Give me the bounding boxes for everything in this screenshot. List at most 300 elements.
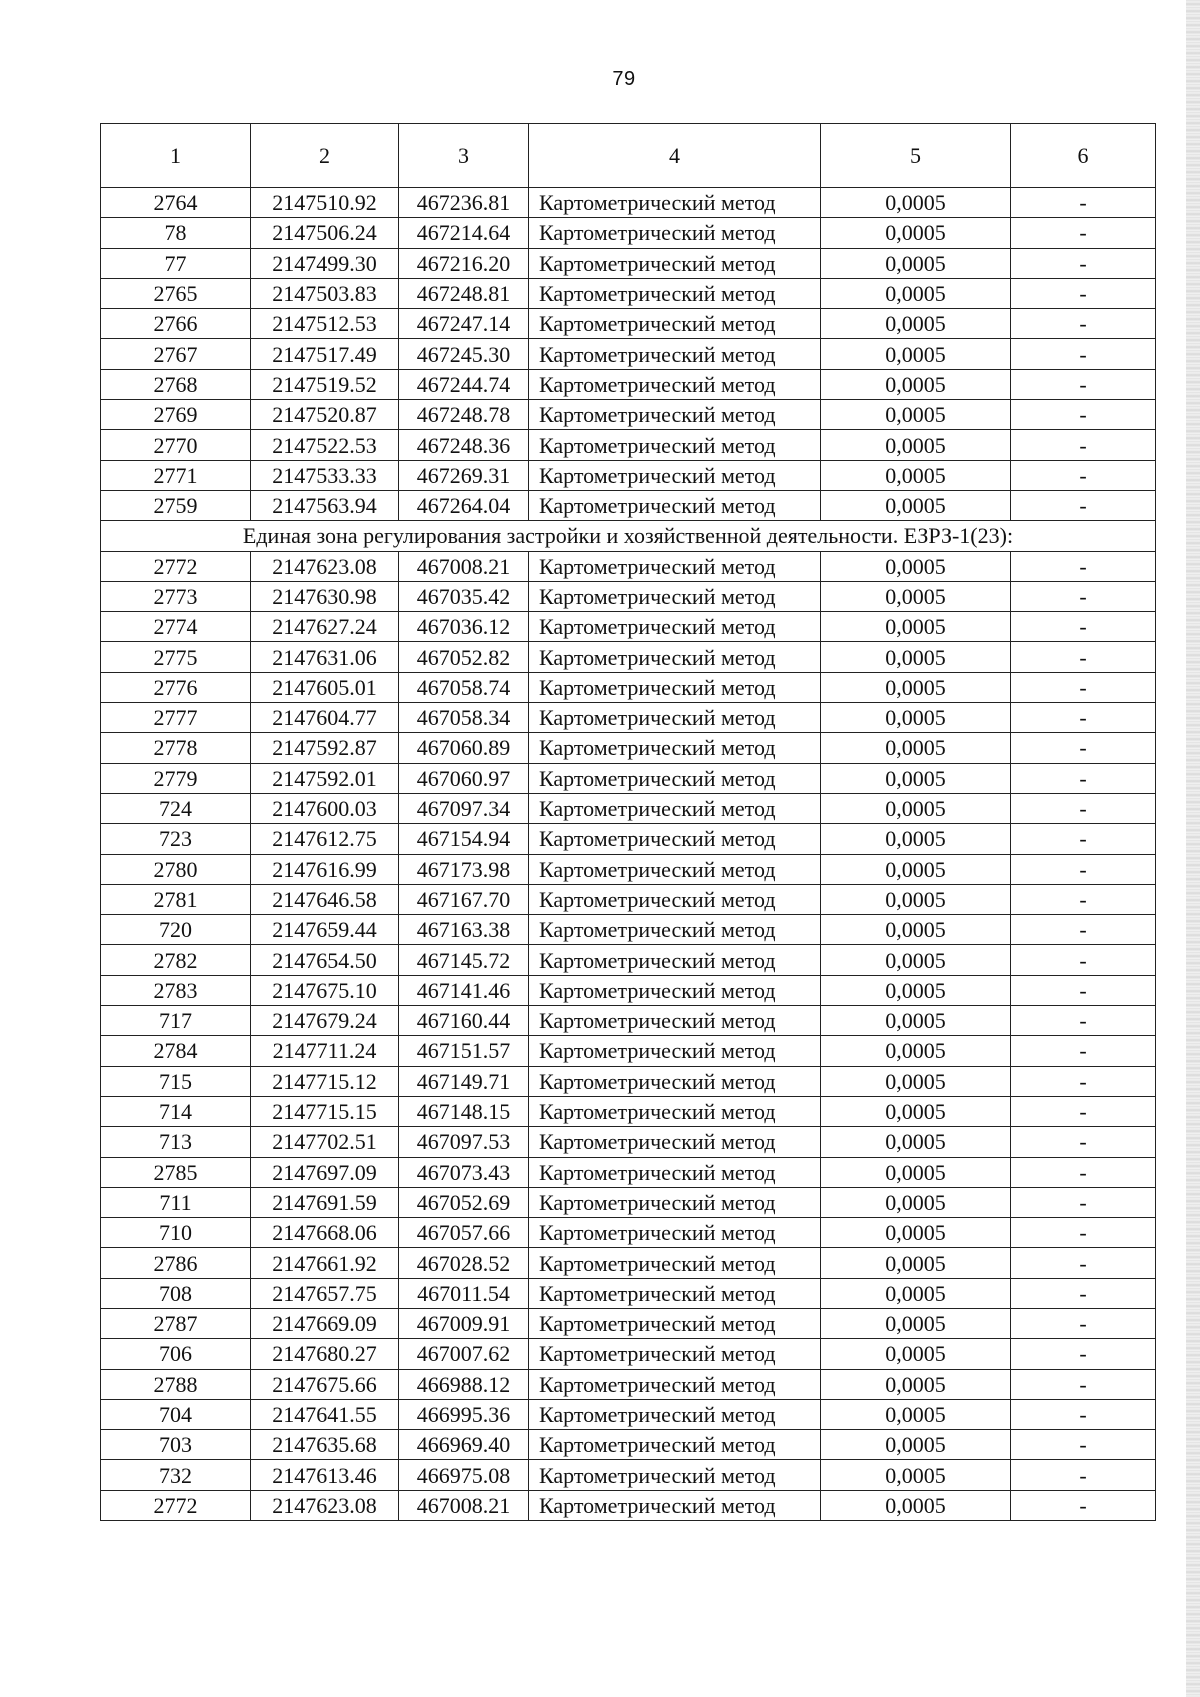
cell-coord-y: 466969.40 <box>399 1430 529 1460</box>
cell-coord-y: 467035.42 <box>399 581 529 611</box>
cell-accuracy: 0,0005 <box>821 188 1011 218</box>
cell-note: - <box>1011 642 1156 672</box>
cell-note: - <box>1011 1248 1156 1278</box>
header-col-3: 3 <box>399 124 529 188</box>
cell-point-number: 2771 <box>101 460 251 490</box>
cell-note: - <box>1011 703 1156 733</box>
cell-point-number: 2783 <box>101 975 251 1005</box>
cell-accuracy: 0,0005 <box>821 278 1011 308</box>
cell-accuracy: 0,0005 <box>821 975 1011 1005</box>
cell-accuracy: 0,0005 <box>821 1430 1011 1460</box>
cell-method: Картометрический метод <box>529 1096 821 1126</box>
cell-point-number: 78 <box>101 218 251 248</box>
cell-method: Картометрический метод <box>529 490 821 520</box>
cell-coord-x: 2147679.24 <box>251 1006 399 1036</box>
cell-coord-x: 2147512.53 <box>251 309 399 339</box>
cell-coord-x: 2147499.30 <box>251 248 399 278</box>
table-row <box>101 763 1156 793</box>
cell-accuracy: 0,0005 <box>821 218 1011 248</box>
cell-accuracy: 0,0005 <box>821 1339 1011 1369</box>
table-row <box>101 1430 1156 1460</box>
scan-edge <box>1186 0 1200 1697</box>
cell-accuracy: 0,0005 <box>821 430 1011 460</box>
cell-note: - <box>1011 490 1156 520</box>
cell-point-number: 77 <box>101 248 251 278</box>
cell-point-number: 2788 <box>101 1369 251 1399</box>
cell-coord-x: 2147669.09 <box>251 1308 399 1338</box>
cell-coord-y: 467073.43 <box>399 1157 529 1187</box>
cell-point-number: 2779 <box>101 763 251 793</box>
cell-coord-y: 467060.89 <box>399 733 529 763</box>
cell-coord-x: 2147715.12 <box>251 1066 399 1096</box>
cell-accuracy: 0,0005 <box>821 824 1011 854</box>
section-row <box>101 521 1156 551</box>
cell-point-number: 710 <box>101 1218 251 1248</box>
cell-coord-x: 2147520.87 <box>251 400 399 430</box>
cell-coord-x: 2147630.98 <box>251 581 399 611</box>
cell-point-number: 2787 <box>101 1308 251 1338</box>
table-row <box>101 1187 1156 1217</box>
cell-note: - <box>1011 400 1156 430</box>
cell-method: Картометрический метод <box>529 1006 821 1036</box>
cell-method: Картометрический метод <box>529 733 821 763</box>
cell-note: - <box>1011 1006 1156 1036</box>
table-row <box>101 672 1156 702</box>
cell-coord-y: 467247.14 <box>399 309 529 339</box>
cell-coord-y: 467160.44 <box>399 1006 529 1036</box>
cell-coord-x: 2147675.66 <box>251 1369 399 1399</box>
cell-point-number: 2764 <box>101 188 251 218</box>
cell-coord-x: 2147691.59 <box>251 1187 399 1217</box>
cell-accuracy: 0,0005 <box>821 733 1011 763</box>
cell-note: - <box>1011 1187 1156 1217</box>
cell-method: Картометрический метод <box>529 1490 821 1520</box>
cell-coord-y: 467154.94 <box>399 824 529 854</box>
cell-accuracy: 0,0005 <box>821 884 1011 914</box>
cell-point-number: 2781 <box>101 884 251 914</box>
cell-method: Картометрический метод <box>529 763 821 793</box>
cell-coord-x: 2147604.77 <box>251 703 399 733</box>
cell-coord-y: 467097.34 <box>399 793 529 823</box>
cell-coord-x: 2147661.92 <box>251 1248 399 1278</box>
cell-coord-y: 467009.91 <box>399 1308 529 1338</box>
cell-point-number: 723 <box>101 824 251 854</box>
cell-note: - <box>1011 1127 1156 1157</box>
table-row <box>101 1157 1156 1187</box>
table-row <box>101 793 1156 823</box>
table-row <box>101 1218 1156 1248</box>
header-col-1: 1 <box>101 124 251 188</box>
cell-note: - <box>1011 369 1156 399</box>
cell-coord-y: 467011.54 <box>399 1278 529 1308</box>
cell-accuracy: 0,0005 <box>821 1490 1011 1520</box>
cell-point-number: 2766 <box>101 309 251 339</box>
cell-point-number: 717 <box>101 1006 251 1036</box>
cell-note: - <box>1011 339 1156 369</box>
cell-note: - <box>1011 975 1156 1005</box>
cell-note: - <box>1011 1066 1156 1096</box>
cell-accuracy: 0,0005 <box>821 915 1011 945</box>
table-row <box>101 1490 1156 1520</box>
cell-coord-x: 2147668.06 <box>251 1218 399 1248</box>
cell-coord-y: 467008.21 <box>399 551 529 581</box>
cell-accuracy: 0,0005 <box>821 1399 1011 1429</box>
cell-coord-x: 2147646.58 <box>251 884 399 914</box>
cell-accuracy: 0,0005 <box>821 1369 1011 1399</box>
table-row <box>101 854 1156 884</box>
cell-method: Картометрический метод <box>529 278 821 308</box>
cell-method: Картометрический метод <box>529 1036 821 1066</box>
cell-coord-x: 2147612.75 <box>251 824 399 854</box>
cell-coord-y: 467141.46 <box>399 975 529 1005</box>
table-row <box>101 1399 1156 1429</box>
header-col-5: 5 <box>821 124 1011 188</box>
cell-coord-y: 467163.38 <box>399 915 529 945</box>
cell-method: Картометрический метод <box>529 612 821 642</box>
cell-accuracy: 0,0005 <box>821 854 1011 884</box>
cell-accuracy: 0,0005 <box>821 1006 1011 1036</box>
cell-accuracy: 0,0005 <box>821 581 1011 611</box>
coordinates-table <box>100 123 1156 1521</box>
cell-note: - <box>1011 1278 1156 1308</box>
cell-accuracy: 0,0005 <box>821 763 1011 793</box>
cell-note: - <box>1011 884 1156 914</box>
cell-accuracy: 0,0005 <box>821 1036 1011 1066</box>
table-row <box>101 188 1156 218</box>
cell-note: - <box>1011 793 1156 823</box>
cell-coord-y: 467173.98 <box>399 854 529 884</box>
cell-accuracy: 0,0005 <box>821 1066 1011 1096</box>
cell-method: Картометрический метод <box>529 915 821 945</box>
cell-coord-y: 467008.21 <box>399 1490 529 1520</box>
table-row <box>101 975 1156 1005</box>
cell-method: Картометрический метод <box>529 309 821 339</box>
cell-coord-x: 2147675.10 <box>251 975 399 1005</box>
table-row <box>101 490 1156 520</box>
section-title: Единая зона регулирования застройки и хозяйственной деятельности. ЕЗРЗ-1(23): <box>101 521 1156 551</box>
cell-method: Картометрический метод <box>529 1430 821 1460</box>
cell-point-number: 2773 <box>101 581 251 611</box>
cell-method: Картометрический метод <box>529 793 821 823</box>
cell-accuracy: 0,0005 <box>821 460 1011 490</box>
cell-method: Картометрический метод <box>529 218 821 248</box>
table-row <box>101 248 1156 278</box>
cell-point-number: 2765 <box>101 278 251 308</box>
cell-accuracy: 0,0005 <box>821 1187 1011 1217</box>
header-col-2: 2 <box>251 124 399 188</box>
table-row <box>101 1248 1156 1278</box>
cell-method: Картометрический метод <box>529 975 821 1005</box>
cell-accuracy: 0,0005 <box>821 945 1011 975</box>
cell-point-number: 720 <box>101 915 251 945</box>
table-row <box>101 1460 1156 1490</box>
cell-coord-y: 466995.36 <box>399 1399 529 1429</box>
cell-coord-y: 467052.69 <box>399 1187 529 1217</box>
cell-coord-x: 2147702.51 <box>251 1127 399 1157</box>
cell-accuracy: 0,0005 <box>821 1248 1011 1278</box>
cell-coord-y: 467148.15 <box>399 1096 529 1126</box>
cell-method: Картометрический метод <box>529 1218 821 1248</box>
cell-method: Картометрический метод <box>529 248 821 278</box>
cell-note: - <box>1011 1308 1156 1338</box>
cell-coord-y: 467248.81 <box>399 278 529 308</box>
cell-note: - <box>1011 581 1156 611</box>
cell-coord-x: 2147605.01 <box>251 672 399 702</box>
cell-method: Картометрический метод <box>529 581 821 611</box>
cell-method: Картометрический метод <box>529 824 821 854</box>
cell-coord-y: 466988.12 <box>399 1369 529 1399</box>
cell-coord-x: 2147533.33 <box>251 460 399 490</box>
cell-coord-x: 2147592.01 <box>251 763 399 793</box>
cell-accuracy: 0,0005 <box>821 1460 1011 1490</box>
cell-coord-x: 2147616.99 <box>251 854 399 884</box>
cell-point-number: 2772 <box>101 551 251 581</box>
cell-point-number: 2784 <box>101 1036 251 1066</box>
cell-point-number: 2778 <box>101 733 251 763</box>
cell-method: Картометрический метод <box>529 1066 821 1096</box>
cell-note: - <box>1011 551 1156 581</box>
cell-coord-x: 2147711.24 <box>251 1036 399 1066</box>
header-row <box>101 124 1156 188</box>
cell-coord-x: 2147613.46 <box>251 1460 399 1490</box>
cell-point-number: 2772 <box>101 1490 251 1520</box>
cell-accuracy: 0,0005 <box>821 703 1011 733</box>
cell-method: Картометрический метод <box>529 642 821 672</box>
cell-method: Картометрический метод <box>529 854 821 884</box>
table-row <box>101 551 1156 581</box>
cell-coord-y: 467145.72 <box>399 945 529 975</box>
table-row <box>101 824 1156 854</box>
cell-point-number: 2782 <box>101 945 251 975</box>
cell-coord-y: 467036.12 <box>399 612 529 642</box>
cell-coord-x: 2147657.75 <box>251 1278 399 1308</box>
cell-coord-x: 2147506.24 <box>251 218 399 248</box>
cell-note: - <box>1011 763 1156 793</box>
cell-note: - <box>1011 278 1156 308</box>
cell-accuracy: 0,0005 <box>821 672 1011 702</box>
cell-point-number: 2769 <box>101 400 251 430</box>
cell-coord-x: 2147641.55 <box>251 1399 399 1429</box>
cell-note: - <box>1011 1218 1156 1248</box>
cell-note: - <box>1011 733 1156 763</box>
table-row <box>101 218 1156 248</box>
table-row <box>101 1369 1156 1399</box>
table-row <box>101 309 1156 339</box>
table-row <box>101 915 1156 945</box>
cell-note: - <box>1011 1490 1156 1520</box>
cell-coord-x: 2147631.06 <box>251 642 399 672</box>
cell-note: - <box>1011 248 1156 278</box>
cell-point-number: 2774 <box>101 612 251 642</box>
cell-accuracy: 0,0005 <box>821 400 1011 430</box>
cell-point-number: 704 <box>101 1399 251 1429</box>
cell-coord-x: 2147510.92 <box>251 188 399 218</box>
cell-point-number: 2767 <box>101 339 251 369</box>
cell-note: - <box>1011 1036 1156 1066</box>
cell-note: - <box>1011 309 1156 339</box>
table-row <box>101 642 1156 672</box>
cell-note: - <box>1011 460 1156 490</box>
cell-note: - <box>1011 612 1156 642</box>
cell-note: - <box>1011 430 1156 460</box>
cell-note: - <box>1011 218 1156 248</box>
cell-point-number: 2776 <box>101 672 251 702</box>
cell-method: Картометрический метод <box>529 1187 821 1217</box>
cell-accuracy: 0,0005 <box>821 248 1011 278</box>
cell-point-number: 715 <box>101 1066 251 1096</box>
table-row <box>101 945 1156 975</box>
cell-coord-x: 2147715.15 <box>251 1096 399 1126</box>
cell-point-number: 2770 <box>101 430 251 460</box>
cell-point-number: 2768 <box>101 369 251 399</box>
cell-coord-y: 467248.78 <box>399 400 529 430</box>
cell-coord-y: 467028.52 <box>399 1248 529 1278</box>
cell-coord-x: 2147517.49 <box>251 339 399 369</box>
cell-accuracy: 0,0005 <box>821 793 1011 823</box>
cell-accuracy: 0,0005 <box>821 1218 1011 1248</box>
cell-method: Картометрический метод <box>529 188 821 218</box>
cell-coord-y: 467264.04 <box>399 490 529 520</box>
table-row <box>101 339 1156 369</box>
cell-coord-x: 2147519.52 <box>251 369 399 399</box>
table-row <box>101 1006 1156 1036</box>
cell-method: Картометрический метод <box>529 1339 821 1369</box>
cell-coord-x: 2147680.27 <box>251 1339 399 1369</box>
cell-method: Картометрический метод <box>529 1157 821 1187</box>
table-row <box>101 369 1156 399</box>
cell-method: Картометрический метод <box>529 1399 821 1429</box>
cell-coord-y: 466975.08 <box>399 1460 529 1490</box>
cell-coord-x: 2147623.08 <box>251 551 399 581</box>
cell-method: Картометрический метод <box>529 1127 821 1157</box>
cell-method: Картометрический метод <box>529 369 821 399</box>
cell-coord-y: 467244.74 <box>399 369 529 399</box>
cell-accuracy: 0,0005 <box>821 369 1011 399</box>
cell-method: Картометрический метод <box>529 460 821 490</box>
cell-note: - <box>1011 1157 1156 1187</box>
cell-method: Картометрический метод <box>529 1308 821 1338</box>
cell-point-number: 2780 <box>101 854 251 884</box>
cell-note: - <box>1011 1460 1156 1490</box>
cell-accuracy: 0,0005 <box>821 309 1011 339</box>
cell-method: Картометрический метод <box>529 884 821 914</box>
cell-point-number: 724 <box>101 793 251 823</box>
cell-point-number: 2775 <box>101 642 251 672</box>
table-row <box>101 884 1156 914</box>
cell-point-number: 2759 <box>101 490 251 520</box>
table-row <box>101 581 1156 611</box>
cell-coord-x: 2147563.94 <box>251 490 399 520</box>
cell-coord-y: 467007.62 <box>399 1339 529 1369</box>
cell-method: Картометрический метод <box>529 945 821 975</box>
cell-method: Картометрический метод <box>529 400 821 430</box>
cell-coord-y: 467149.71 <box>399 1066 529 1096</box>
table-header <box>101 124 1156 188</box>
cell-method: Картометрический метод <box>529 1369 821 1399</box>
table-row <box>101 1339 1156 1369</box>
table-row <box>101 400 1156 430</box>
cell-coord-x: 2147600.03 <box>251 793 399 823</box>
header-col-6: 6 <box>1011 124 1156 188</box>
page-number: 79 <box>612 68 636 90</box>
cell-point-number: 2786 <box>101 1248 251 1278</box>
cell-coord-x: 2147623.08 <box>251 1490 399 1520</box>
cell-accuracy: 0,0005 <box>821 612 1011 642</box>
table-row <box>101 703 1156 733</box>
cell-coord-x: 2147592.87 <box>251 733 399 763</box>
cell-coord-y: 467052.82 <box>399 642 529 672</box>
cell-coord-y: 467214.64 <box>399 218 529 248</box>
cell-note: - <box>1011 672 1156 702</box>
cell-method: Картометрический метод <box>529 1278 821 1308</box>
table-body <box>101 188 1156 1521</box>
cell-accuracy: 0,0005 <box>821 339 1011 369</box>
cell-point-number: 711 <box>101 1187 251 1217</box>
table-row <box>101 278 1156 308</box>
cell-method: Картометрический метод <box>529 1248 821 1278</box>
cell-note: - <box>1011 1369 1156 1399</box>
cell-point-number: 732 <box>101 1460 251 1490</box>
cell-coord-x: 2147627.24 <box>251 612 399 642</box>
header-col-4: 4 <box>529 124 821 188</box>
cell-coord-y: 467248.36 <box>399 430 529 460</box>
cell-coord-y: 467058.74 <box>399 672 529 702</box>
cell-coord-y: 467167.70 <box>399 884 529 914</box>
cell-note: - <box>1011 854 1156 884</box>
cell-accuracy: 0,0005 <box>821 1157 1011 1187</box>
table-row <box>101 733 1156 763</box>
table-row <box>101 430 1156 460</box>
cell-coord-y: 467269.31 <box>399 460 529 490</box>
cell-coord-y: 467060.97 <box>399 763 529 793</box>
cell-method: Картометрический метод <box>529 1460 821 1490</box>
cell-point-number: 2785 <box>101 1157 251 1187</box>
cell-coord-x: 2147635.68 <box>251 1430 399 1460</box>
cell-accuracy: 0,0005 <box>821 1127 1011 1157</box>
cell-point-number: 2777 <box>101 703 251 733</box>
cell-coord-y: 467216.20 <box>399 248 529 278</box>
cell-point-number: 703 <box>101 1430 251 1460</box>
cell-accuracy: 0,0005 <box>821 1308 1011 1338</box>
cell-point-number: 708 <box>101 1278 251 1308</box>
cell-point-number: 714 <box>101 1096 251 1126</box>
cell-coord-y: 467058.34 <box>399 703 529 733</box>
cell-coord-y: 467151.57 <box>399 1036 529 1066</box>
cell-note: - <box>1011 1399 1156 1429</box>
cell-accuracy: 0,0005 <box>821 1278 1011 1308</box>
cell-coord-y: 467236.81 <box>399 188 529 218</box>
cell-note: - <box>1011 188 1156 218</box>
cell-coord-x: 2147522.53 <box>251 430 399 460</box>
cell-method: Картометрический метод <box>529 551 821 581</box>
cell-note: - <box>1011 915 1156 945</box>
table-row <box>101 460 1156 490</box>
cell-method: Картометрический метод <box>529 430 821 460</box>
cell-note: - <box>1011 1430 1156 1460</box>
cell-coord-x: 2147654.50 <box>251 945 399 975</box>
cell-accuracy: 0,0005 <box>821 1096 1011 1126</box>
table-row <box>101 1096 1156 1126</box>
cell-coord-y: 467097.53 <box>399 1127 529 1157</box>
cell-accuracy: 0,0005 <box>821 642 1011 672</box>
cell-coord-x: 2147697.09 <box>251 1157 399 1187</box>
table-row <box>101 1036 1156 1066</box>
table-row <box>101 612 1156 642</box>
table-row <box>101 1308 1156 1338</box>
cell-accuracy: 0,0005 <box>821 551 1011 581</box>
cell-method: Картометрический метод <box>529 672 821 702</box>
cell-coord-y: 467245.30 <box>399 339 529 369</box>
